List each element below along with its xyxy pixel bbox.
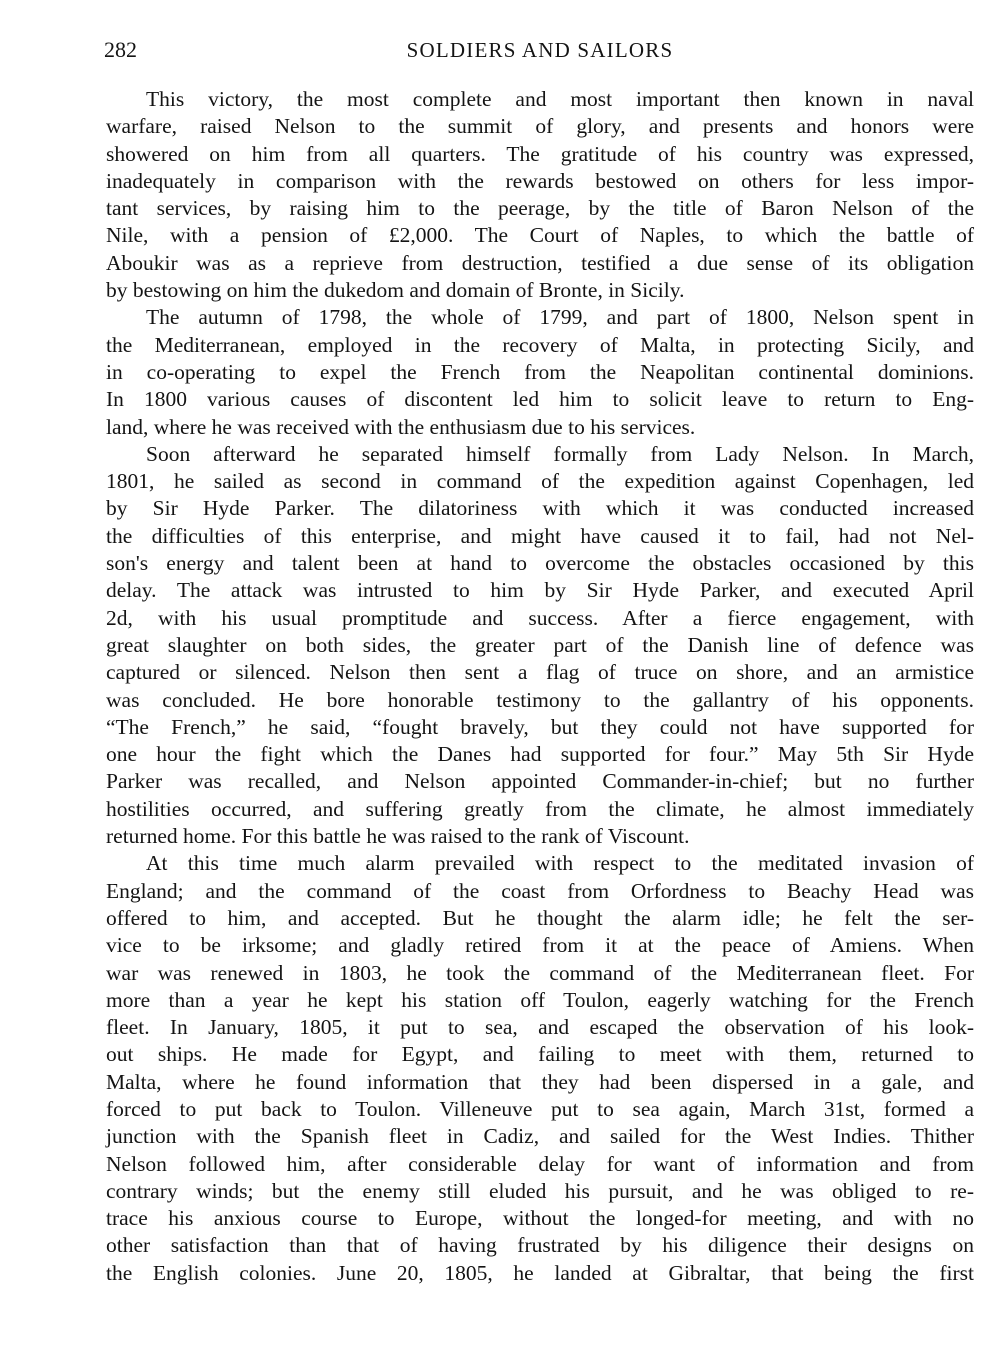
body-text: [106, 86, 974, 1287]
text-line: more than a year he kept his station off Toulon, eagerly watching for the French: [106, 987, 974, 1012]
paragraph-invasion-and-toulon: [106, 850, 974, 1287]
text-line: hostilities occurred, and suffering greatly from the climate, he almost immediately: [106, 796, 974, 821]
text-line: war was renewed in 1803, he took the command of the Mediterranean fleet. For: [106, 960, 974, 985]
text-line: Malta, where he found information that they had been dispersed in a gale, and: [106, 1069, 974, 1094]
paragraph-nile-honors: [106, 86, 974, 304]
text-line: delay. The attack was intrusted to him by Sir Hyde Parker, and executed April: [106, 578, 974, 603]
text-line: Parker was recalled, and Nelson appointed Commander-in-chief; but no further: [106, 769, 974, 794]
text-line: was concluded. He bore honorable testimony to the gallantry of his opponents.: [106, 687, 974, 712]
text-line: land, where he was received with the enthusiasm due to his services.: [106, 414, 696, 439]
text-line: by Sir Hyde Parker. The dilatoriness with which it was conducted increased: [106, 496, 974, 521]
text-line: vice to be irksome; and gladly retired from it at the peace of Amiens. When: [106, 933, 974, 958]
text-line: Nile, with a pension of £2,000. The Court of Naples, to which the battle of: [106, 223, 974, 248]
text-line: showered on him from all quarters. The gratitude of his country was expressed,: [106, 141, 974, 166]
text-line: junction with the Spanish fleet in Cadiz, and sailed for the West Indies. Thither: [106, 1124, 974, 1149]
text-line: son's energy and talent been at hand to overcome the obstacles occasioned by this: [106, 551, 974, 576]
text-line: the English colonies. June 20, 1805, he landed at Gibraltar, that being the first: [106, 1260, 974, 1285]
text-line: great slaughter on both sides, the greater part of the Danish line of defence was: [106, 632, 974, 657]
text-line: forced to put back to Toulon. Villeneuve put to sea again, March 31st, formed a: [106, 1096, 974, 1121]
text-line: offered to him, and accepted. But he thought the alarm idle; he felt the ser-: [106, 905, 974, 930]
text-line: one hour the fight which the Danes had supported for four.” May 5th Sir Hyde: [106, 742, 974, 767]
text-line: warfare, raised Nelson to the summit of glory, and presents and honors were: [106, 114, 974, 139]
text-line: Nelson followed him, after considerable delay for want of information and from: [106, 1151, 974, 1176]
text-line: tant services, by raising him to the peerage, by the title of Baron Nelson of the: [106, 196, 974, 221]
running-head: [104, 36, 976, 64]
text-line: England; and the command of the coast from Orfordness to Beachy Head was: [106, 878, 974, 903]
text-line: At this time much alarm prevailed with respect to the meditated invasion of: [146, 851, 974, 876]
running-title: SOLDIERS AND SAILORS: [406, 38, 674, 62]
text-line: out ships. He made for Egypt, and failing to meet with them, returned to: [106, 1042, 974, 1067]
text-line: The autumn of 1798, the whole of 1799, and part of 1800, Nelson spent in: [146, 305, 974, 330]
text-line: 2d, with his usual promptitude and success. After a fierce engagement, with: [106, 605, 974, 630]
text-line: This victory, the most complete and most important then known in naval: [146, 87, 974, 111]
text-line: contrary winds; but the enemy still eluded his pursuit, and he was obliged to re-: [106, 1178, 974, 1203]
text-line: inadequately in comparison with the rewards bestowed on others for less impor-: [106, 168, 974, 193]
text-line: captured or silenced. Nelson then sent a flag of truce on shore, and an armistice: [106, 660, 974, 685]
text-line: 1801, he sailed as second in command of the expedition against Copenhagen, led: [106, 469, 974, 494]
text-line: other satisfaction than that of having frustrated by his diligence their designs on: [106, 1233, 974, 1258]
page-number: 282: [104, 37, 137, 62]
paragraph-mediterranean: [106, 304, 974, 440]
text-line: by bestowing on him the dukedom and domain of Bronte, in Sicily.: [106, 278, 685, 303]
text-line: Aboukir was as a reprieve from destruction, testified a due sense of its obligation: [106, 250, 974, 275]
text-line: in co-operating to expel the French from the Neapolitan continental dominions.: [106, 359, 974, 384]
text-line: the Mediterranean, employed in the recovery of Malta, in protecting Sicily, and: [106, 332, 974, 357]
text-line: returned home. For this battle he was raised to the rank of Viscount.: [106, 824, 690, 849]
text-line: trace his anxious course to Europe, without the longed-for meeting, and with no: [106, 1206, 974, 1231]
text-line: Soon afterward he separated himself formally from Lady Nelson. In March,: [146, 441, 974, 466]
paragraph-copenhagen: [106, 441, 974, 850]
text-line: fleet. In January, 1805, it put to sea, and escaped the observation of his look-: [106, 1015, 974, 1040]
text-line: the difficulties of this enterprise, and might have caused it to fail, had not Nel-: [106, 523, 974, 548]
text-line: In 1800 various causes of discontent led him to solicit leave to return to Eng-: [106, 387, 974, 412]
text-line: “The French,” he said, “fought bravely, but they could not have supported for: [106, 714, 974, 739]
